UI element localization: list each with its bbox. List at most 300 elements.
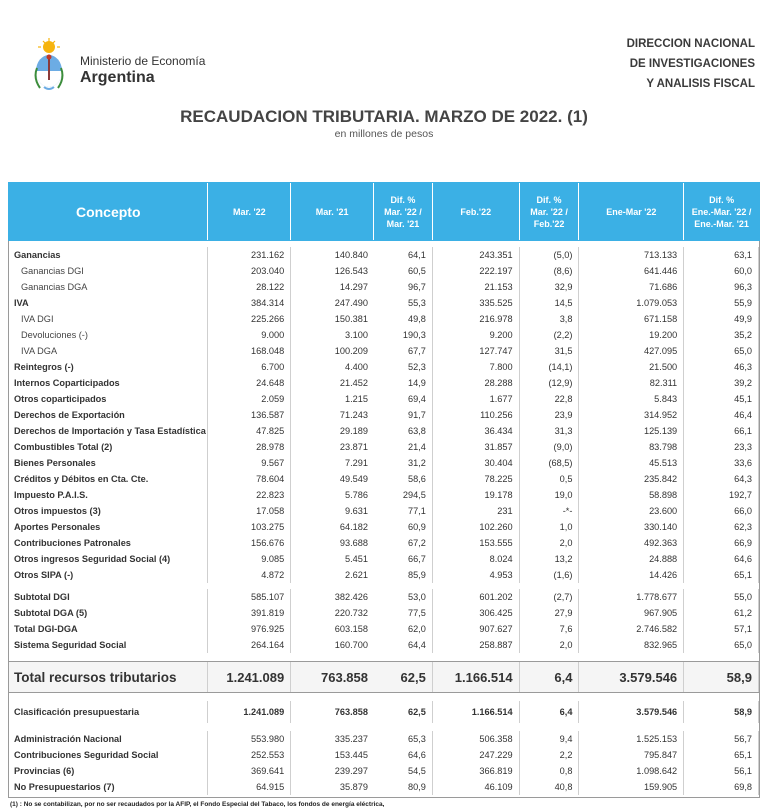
table-cell: 24.648 [208, 375, 291, 391]
table-cell: 1.525.153 [579, 731, 684, 747]
table-cell: (5,0) [520, 247, 580, 263]
row-label: Impuesto P.A.I.S. [9, 487, 208, 503]
classification-cell: 58,9 [684, 701, 759, 723]
table-cell: 258.887 [433, 637, 520, 653]
total-cell: 6,4 [520, 662, 580, 692]
table-cell: 216.978 [433, 311, 520, 327]
total-cell: 763.858 [321, 669, 368, 685]
table-cell: 247.229 [433, 747, 520, 763]
table-cell: 53,0 [374, 589, 433, 605]
table-cell: 306.425 [433, 605, 520, 621]
table-cell: 14,9 [374, 375, 433, 391]
row-label: Derechos de Importación y Tasa Estadística [9, 423, 208, 439]
table-cell: 54,5 [374, 763, 433, 779]
table-cell: 23.871 [339, 442, 368, 452]
table-row [9, 747, 759, 763]
table-cell: (1,6) [520, 567, 580, 583]
table-cell: 63,8 [374, 423, 433, 439]
revenue-table [8, 182, 760, 798]
table-cell: 23.600 [579, 503, 684, 519]
table-cell: 713.133 [579, 247, 684, 263]
table-cell: 46,3 [684, 359, 759, 375]
table-cell: 7.291 [345, 458, 368, 468]
table-row [9, 503, 759, 519]
row-gap [9, 653, 759, 661]
table-cell: 45.513 [579, 455, 684, 471]
table-cell: 3,8 [520, 311, 580, 327]
table-cell: (8,6) [520, 263, 580, 279]
table-row [9, 423, 759, 439]
table-cell: 78.225 [433, 471, 520, 487]
table-cell: 2.621 [345, 570, 368, 580]
table-cell: 13,2 [520, 551, 580, 567]
argentina-coat-of-arms-icon [32, 38, 66, 96]
table-cell: 65,1 [684, 747, 759, 763]
table-cell: 29.189 [339, 426, 368, 436]
table-cell: 23,9 [520, 407, 580, 423]
table-cell: 31,5 [520, 343, 580, 359]
table-cell: -*- [520, 503, 580, 519]
header-dif2 [520, 183, 580, 240]
row-label: Aportes Personales [9, 519, 208, 535]
table-cell: 832.965 [579, 637, 684, 653]
table-cell: 382.426 [334, 592, 368, 602]
row-label: No Presupuestarios (7) [9, 779, 208, 795]
row-label: Créditos y Débitos en Cta. Cte. [9, 471, 208, 487]
ministry-brand [80, 55, 205, 87]
table-cell: (12,9) [520, 375, 580, 391]
table-cell: 314.952 [579, 407, 684, 423]
table-row [9, 407, 759, 423]
table-cell: 102.260 [433, 519, 520, 535]
table-cell: 2,2 [520, 747, 580, 763]
table-cell: 85,9 [374, 567, 433, 583]
row-label: Derechos de Exportación [9, 407, 208, 423]
table-cell: 67,7 [374, 343, 433, 359]
table-cell: 80,9 [374, 779, 433, 795]
table-cell: 1.215 [345, 394, 368, 404]
table-cell: 28.288 [433, 375, 520, 391]
table-cell: 153.555 [433, 535, 520, 551]
table-row [9, 391, 759, 407]
table-cell: 2.746.582 [579, 621, 684, 637]
table-cell: 14,5 [520, 295, 580, 311]
table-cell: 1.098.642 [579, 763, 684, 779]
table-cell: 0,8 [520, 763, 580, 779]
table-cell: 110.256 [433, 407, 520, 423]
table-cell: 641.446 [579, 263, 684, 279]
table-cell: 71.243 [339, 410, 368, 420]
table-cell: 39,2 [684, 375, 759, 391]
header-dif3-line3: Ene.-Mar. '21 [694, 218, 749, 229]
row-label: IVA [9, 295, 208, 311]
header-dif1 [374, 183, 433, 240]
table-cell: 23,3 [684, 439, 759, 455]
table-cell: (68,5) [520, 455, 580, 471]
table-cell: 60,0 [684, 263, 759, 279]
header-mar21: Mar. '21 [291, 183, 374, 240]
table-cell: 28.978 [208, 439, 291, 455]
table-row [9, 779, 759, 795]
table-cell: 46,4 [684, 407, 759, 423]
table-cell: 335.525 [433, 295, 520, 311]
table-cell: 55,0 [684, 589, 759, 605]
table-cell: 67,2 [374, 535, 433, 551]
table-cell: 8.024 [433, 551, 520, 567]
table-cell: 14.426 [579, 567, 684, 583]
table-cell: 21.500 [579, 359, 684, 375]
page-subtitle: en millones de pesos [334, 128, 434, 140]
table-cell: 27,9 [520, 605, 580, 621]
table-cell: 9.200 [433, 327, 520, 343]
table-cell: 976.925 [208, 621, 291, 637]
table-row [9, 455, 759, 471]
table-cell: 168.048 [208, 343, 291, 359]
table-cell: 63,1 [684, 247, 759, 263]
table-cell: 61,2 [684, 605, 759, 621]
table-cell: 252.553 [208, 747, 291, 763]
table-cell: 33,6 [684, 455, 759, 471]
row-label: Otros ingresos Seguridad Social (4) [9, 551, 208, 567]
table-cell: 31,2 [374, 455, 433, 471]
table-cell: 60,9 [374, 519, 433, 535]
header-enemar22: Ene-Mar '22 [579, 183, 684, 240]
classification-cell: 763.858 [334, 707, 368, 717]
table-cell: 231.162 [208, 247, 291, 263]
row-gap [9, 693, 759, 701]
table-cell: 2,0 [520, 637, 580, 653]
table-cell: 64.915 [208, 779, 291, 795]
table-row [9, 487, 759, 503]
header-feb22: Feb.'22 [433, 183, 520, 240]
table-cell: 14.297 [339, 282, 369, 292]
table-cell: 69,4 [374, 391, 433, 407]
table-cell: 0,5 [520, 471, 580, 487]
table-cell: 4.953 [433, 567, 520, 583]
row-label: Ganancias DGI [9, 263, 208, 279]
table-cell: 65,0 [684, 637, 759, 653]
table-cell: 96,3 [684, 279, 759, 295]
table-cell: 66,7 [374, 551, 433, 567]
table-cell: 1.778.677 [579, 589, 684, 605]
table-cell: 3.100 [345, 330, 369, 340]
table-cell: 17.058 [208, 503, 291, 519]
table-cell: 126.543 [334, 266, 369, 276]
table-cell: 330.140 [579, 519, 684, 535]
table-cell: 64,6 [684, 551, 759, 567]
table-cell: 91,7 [374, 407, 433, 423]
row-label: Contribuciones Patronales [9, 535, 208, 551]
table-cell: 125.139 [579, 423, 684, 439]
table-cell: 49,9 [684, 311, 759, 327]
total-row [9, 661, 759, 693]
header-dif3-line1: Dif. % [709, 194, 735, 205]
table-row [9, 621, 759, 637]
table-row [9, 295, 759, 311]
table-cell: 47.825 [208, 423, 291, 439]
department-name [627, 34, 755, 94]
row-label: Ganancias DGA [9, 279, 208, 295]
table-cell: 65,0 [684, 343, 759, 359]
table-cell: 585.107 [208, 589, 291, 605]
row-label: Ganancias [9, 247, 208, 263]
table-cell: 335.237 [334, 734, 368, 744]
header-dif1-line3: Mar. '21 [386, 218, 420, 229]
table-cell: 9.085 [208, 551, 291, 567]
table-cell: 30.404 [433, 455, 520, 471]
table-cell: 7.800 [433, 359, 520, 375]
table-cell: 35,2 [684, 327, 759, 343]
table-cell: 2,0 [520, 535, 580, 551]
table-cell: 96,7 [374, 279, 433, 295]
table-cell: 264.164 [208, 637, 291, 653]
country-name: Argentina [80, 68, 155, 86]
header-concepto: Concepto [9, 183, 208, 240]
table-row [9, 763, 759, 779]
header-dif1-line2: Mar. '22 / [384, 206, 422, 217]
table-row [9, 247, 759, 263]
row-label: IVA DGA [9, 343, 208, 359]
table-cell: 160.700 [334, 640, 368, 650]
table-cell: 156.676 [208, 535, 291, 551]
table-cell: 100.209 [334, 346, 369, 356]
table-cell: 21.452 [339, 378, 368, 388]
row-label: Contribuciones Seguridad Social [9, 747, 208, 763]
table-cell: 136.587 [208, 407, 291, 423]
classification-row [9, 701, 759, 723]
table-cell: 52,3 [374, 359, 433, 375]
table-cell: 65,3 [374, 731, 433, 747]
total-cell: 58,9 [684, 662, 759, 692]
header-dif3-line2: Ene.-Mar. '22 / [691, 206, 752, 217]
table-cell: 57,1 [684, 621, 759, 637]
table-cell: 46.109 [433, 779, 520, 795]
dept-line-2: DE INVESTIGACIONES [629, 58, 755, 70]
table-cell: 506.358 [433, 731, 520, 747]
table-cell: 49.549 [339, 474, 368, 484]
table-cell: 21,4 [374, 439, 433, 455]
table-cell: 62,0 [374, 621, 433, 637]
header-dif2-line1: Dif. % [536, 194, 562, 205]
classification-cell: 6,4 [520, 701, 580, 723]
table-cell: 159.905 [579, 779, 684, 795]
table-cell: (9,0) [520, 439, 580, 455]
table-cell: 4.872 [208, 567, 291, 583]
table-cell: 60,5 [374, 263, 433, 279]
table-cell: 9.567 [208, 455, 291, 471]
table-cell: 55,9 [684, 295, 759, 311]
table-cell: 22,8 [520, 391, 580, 407]
table-row [9, 637, 759, 653]
table-header [8, 182, 760, 241]
table-cell: 9.631 [345, 506, 368, 516]
table-cell: 36.434 [433, 423, 520, 439]
table-cell: 1.079.053 [579, 295, 684, 311]
table-cell: 103.275 [208, 519, 291, 535]
table-cell: 31.857 [433, 439, 520, 455]
table-cell: 294,5 [374, 487, 433, 503]
table-row [9, 375, 759, 391]
table-cell: 82.311 [579, 375, 684, 391]
table-row [9, 263, 759, 279]
table-cell: 369.641 [208, 763, 291, 779]
table-cell: 553.980 [208, 731, 291, 747]
table-cell: 967.905 [579, 605, 684, 621]
dept-line-1: DIRECCION NACIONAL [626, 38, 755, 50]
table-cell: 1,0 [520, 519, 580, 535]
page-title: RECAUDACION TRIBUTARIA. MARZO DE 2022. (1) [180, 107, 588, 126]
table-cell: 907.627 [433, 621, 520, 637]
classification-cell: 3.579.546 [579, 701, 684, 723]
header-dif3 [684, 183, 759, 240]
dept-line-3: Y ANALISIS FISCAL [646, 78, 755, 90]
header-dif2-line2: Mar. '22 / [530, 206, 568, 217]
table-cell: 9,4 [520, 731, 580, 747]
table-cell: 5.786 [345, 490, 368, 500]
table-row [9, 535, 759, 551]
table-cell: 64,1 [374, 247, 433, 263]
table-cell: 222.197 [433, 263, 520, 279]
header-dif1-line1: Dif. % [390, 194, 416, 205]
row-gap [9, 795, 759, 797]
header-mar22: Mar. '22 [208, 183, 291, 240]
table-cell: 192,7 [684, 487, 759, 503]
table-cell: 795.847 [579, 747, 684, 763]
table-cell: 31,3 [520, 423, 580, 439]
table-cell: 671.158 [579, 311, 684, 327]
table-row [9, 311, 759, 327]
table-cell: 64.182 [339, 522, 368, 532]
total-label: Total recursos tributarios [9, 662, 208, 692]
table-cell: 190,3 [374, 327, 433, 343]
classification-cell: 1.241.089 [208, 701, 291, 723]
table-cell: 140.840 [334, 250, 368, 260]
table-cell: 78.604 [208, 471, 291, 487]
table-cell: 93.688 [339, 538, 368, 548]
table-cell: 66,9 [684, 535, 759, 551]
table-cell: 83.798 [579, 439, 684, 455]
table-cell: 22.823 [208, 487, 291, 503]
row-label: Subtotal DGI [9, 589, 208, 605]
header-dif2-line3: Feb.'22 [533, 218, 565, 229]
row-label: Subtotal DGA (5) [9, 605, 208, 621]
row-gap [9, 723, 759, 731]
table-row [9, 551, 759, 567]
table-row [9, 359, 759, 375]
table-cell: 2.059 [208, 391, 291, 407]
table-cell: 64,4 [374, 637, 433, 653]
table-cell: 35.879 [339, 782, 368, 792]
table-cell: 69,8 [684, 779, 759, 795]
table-cell: 65,1 [684, 567, 759, 583]
table-cell: 77,1 [374, 503, 433, 519]
table-cell: 24.888 [579, 551, 684, 567]
row-label: Devoluciones (-) [9, 327, 208, 343]
table-cell: 243.351 [433, 247, 520, 263]
table-cell: 492.363 [579, 535, 684, 551]
table-cell: 40,8 [520, 779, 580, 795]
table-row [9, 605, 759, 621]
classification-cell: 1.166.514 [433, 701, 520, 723]
classification-label: Clasificación presupuestaria [9, 701, 208, 723]
row-label: Total DGI-DGA [9, 621, 208, 637]
table-row [9, 439, 759, 455]
table-cell: 66,1 [684, 423, 759, 439]
table-row [9, 589, 759, 605]
table-cell: 5.843 [579, 391, 684, 407]
table-cell: 19.178 [433, 487, 520, 503]
total-cell: 3.579.546 [579, 662, 684, 692]
table-cell: 231 [433, 503, 520, 519]
table-cell: 239.297 [334, 766, 368, 776]
table-cell: 153.445 [334, 750, 368, 760]
row-label: Internos Coparticipados [9, 375, 208, 391]
row-label: Combustibles Total (2) [9, 439, 208, 455]
table-cell: (2,2) [520, 327, 580, 343]
row-label: Otros SIPA (-) [9, 567, 208, 583]
ministry-name: Ministerio de Economía [80, 54, 206, 68]
row-label: Administración Nacional [9, 731, 208, 747]
table-cell: 56,7 [684, 731, 759, 747]
table-row [9, 471, 759, 487]
total-cell: 62,5 [374, 662, 433, 692]
table-cell: 220.732 [334, 608, 368, 618]
table-row [9, 327, 759, 343]
table-cell: 391.819 [208, 605, 291, 621]
row-label: Provincias (6) [9, 763, 208, 779]
total-cell: 1.241.089 [208, 662, 291, 692]
table-row [9, 343, 759, 359]
row-label: Otros coparticipados [9, 391, 208, 407]
classification-cell: 62,5 [374, 701, 433, 723]
table-row [9, 279, 759, 295]
table-cell: 4.400 [345, 362, 368, 372]
table-cell: 77,5 [374, 605, 433, 621]
table-cell: 127.747 [433, 343, 520, 359]
table-cell: 9.000 [208, 327, 291, 343]
table-cell: 7,6 [520, 621, 580, 637]
table-cell: 427.095 [579, 343, 684, 359]
table-cell: 6.700 [208, 359, 291, 375]
row-label: Bienes Personales [9, 455, 208, 471]
table-cell: 247.490 [334, 298, 368, 308]
table-cell: 64,6 [374, 747, 433, 763]
table-cell: 225.266 [208, 311, 291, 327]
table-cell: 366.819 [433, 763, 520, 779]
table-row [9, 567, 759, 583]
table-cell: 203.040 [208, 263, 291, 279]
table-cell: 49,8 [374, 311, 433, 327]
table-cell: 235.842 [579, 471, 684, 487]
table-cell: (2,7) [520, 589, 580, 605]
table-cell: 71.686 [579, 279, 684, 295]
row-label: Sistema Seguridad Social [9, 637, 208, 653]
total-cell: 1.166.514 [433, 662, 520, 692]
table-cell: 28.122 [208, 279, 291, 295]
table-cell: 19.200 [579, 327, 684, 343]
table-cell: (14,1) [520, 359, 580, 375]
table-cell: 32,9 [520, 279, 580, 295]
row-label: IVA DGI [9, 311, 208, 327]
table-cell: 1.677 [433, 391, 520, 407]
table-cell: 21.153 [433, 279, 520, 295]
table-row [9, 731, 759, 747]
table-cell: 66,0 [684, 503, 759, 519]
table-cell: 5.451 [345, 554, 368, 564]
table-cell: 19,0 [520, 487, 580, 503]
table-cell: 62,3 [684, 519, 759, 535]
table-cell: 601.202 [433, 589, 520, 605]
